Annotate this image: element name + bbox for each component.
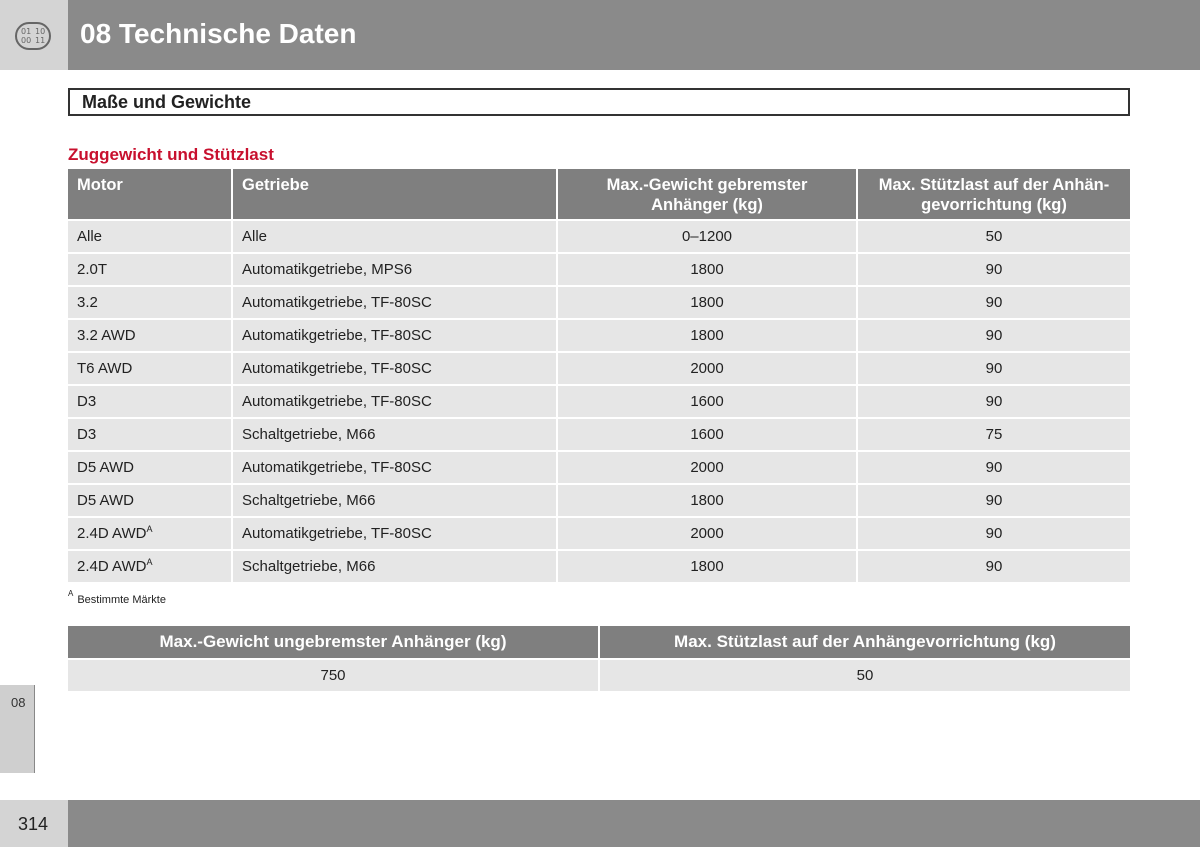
icon-digit: 01	[21, 27, 32, 36]
header-tab	[0, 0, 68, 70]
cell-motor: T6 AWD	[68, 353, 231, 384]
cell-braked-weight: 0–1200	[558, 221, 856, 252]
header-support-load	[858, 169, 1130, 219]
table-header-row	[68, 169, 1130, 219]
cell-motor: 3.2 AWD	[68, 320, 231, 351]
cell-motor: 2.4D $AWD^A$	[68, 518, 231, 549]
footer-bar	[0, 800, 1200, 847]
table-row	[68, 660, 1130, 691]
table-row	[68, 452, 1130, 483]
cell-support-load: 90	[858, 551, 1130, 582]
unbraked-weight-table	[66, 624, 1132, 693]
cell-unbraked-weight: 750	[68, 660, 598, 691]
footnote-marker: A	[146, 557, 153, 567]
cell-motor: 2.4D $AWD^A$	[68, 551, 231, 582]
chapter-overview-icon	[15, 22, 51, 50]
subheading: Zuggewicht und Stützlast	[68, 145, 274, 164]
chapter-title: 08 Technische Daten	[80, 18, 357, 49]
section-title-box	[68, 88, 1130, 116]
cell-getriebe: Schaltgetriebe, M66	[233, 419, 556, 450]
header-getriebe: Getriebe	[233, 169, 556, 219]
footnote-marker: A	[146, 524, 153, 534]
towing-weight-table	[66, 167, 1132, 584]
footnote-text: Bestimmte Märkte	[77, 594, 166, 606]
cell-getriebe: Automatikgetriebe, TF-80SC	[233, 353, 556, 384]
cell-support-load: 90	[858, 320, 1130, 351]
table-row	[68, 386, 1130, 417]
cell-support-load: 50	[858, 221, 1130, 252]
cell-braked-weight: 1600	[558, 419, 856, 450]
page-number: 314	[18, 814, 49, 834]
table-row	[68, 287, 1130, 318]
table-row	[68, 485, 1130, 516]
cell-motor: D5 AWD	[68, 485, 231, 516]
section-title: Maße und Gewichte	[82, 92, 252, 112]
cell-getriebe: Automatikgetriebe, TF-80SC	[233, 518, 556, 549]
icon-digit: 10	[35, 27, 46, 36]
cell-braked-weight: 1800	[558, 485, 856, 516]
table-header-row	[68, 626, 1130, 658]
cell-motor: D3	[68, 419, 231, 450]
cell-support-load: 90	[858, 287, 1130, 318]
cell-support-load: 90	[858, 386, 1130, 417]
side-tab-label: 08	[11, 695, 26, 710]
header-support-load: Max. Stützlast auf der Anhängevorrichtung (kg)	[600, 626, 1130, 658]
cell-motor: D5 AWD	[68, 452, 231, 483]
table-row	[68, 353, 1130, 384]
table-row	[68, 320, 1130, 351]
header-line: Max.-Gewicht gebremster	[606, 176, 808, 194]
cell-support-load: 75	[858, 419, 1130, 450]
cell-getriebe: Automatikgetriebe, MPS6	[233, 254, 556, 285]
table-row	[68, 254, 1130, 285]
cell-motor: D3	[68, 386, 231, 417]
cell-support-load: 90	[858, 452, 1130, 483]
table-row	[68, 551, 1130, 582]
cell-braked-weight: 1800	[558, 254, 856, 285]
cell-support-load: 90	[858, 485, 1130, 516]
footnote-marker: A	[68, 589, 74, 598]
cell-braked-weight: 2000	[558, 518, 856, 549]
cell-support-load: 50	[600, 660, 1130, 691]
cell-getriebe: Automatikgetriebe, TF-80SC	[233, 386, 556, 417]
cell-braked-weight: 2000	[558, 452, 856, 483]
cell-support-load: 90	[858, 353, 1130, 384]
chapter-side-tab	[0, 685, 35, 773]
header-braked-weight	[558, 169, 856, 219]
cell-support-load: 90	[858, 254, 1130, 285]
table-row	[68, 518, 1130, 549]
cell-braked-weight: 2000	[558, 353, 856, 384]
cell-braked-weight: 1800	[558, 551, 856, 582]
cell-getriebe: Schaltgetriebe, M66	[233, 485, 556, 516]
header-line: Anhänger (kg)	[651, 196, 763, 214]
cell-motor: 2.0T	[68, 254, 231, 285]
cell-braked-weight: 1800	[558, 287, 856, 318]
footnote	[68, 589, 166, 606]
cell-getriebe: Schaltgetriebe, M66	[233, 551, 556, 582]
cell-motor: 3.2	[68, 287, 231, 318]
header-unbraked-weight: Max.-Gewicht ungebremster Anhänger (kg)	[68, 626, 598, 658]
header-line: Max. Stützlast auf der Anhän-	[878, 176, 1110, 194]
cell-getriebe: Automatikgetriebe, TF-80SC	[233, 287, 556, 318]
icon-digit: 00	[21, 36, 32, 45]
cell-getriebe: Automatikgetriebe, TF-80SC	[233, 452, 556, 483]
table-row	[68, 419, 1130, 450]
cell-getriebe: Alle	[233, 221, 556, 252]
cell-getriebe: Automatikgetriebe, TF-80SC	[233, 320, 556, 351]
cell-braked-weight: 1600	[558, 386, 856, 417]
header-line: gevorrichtung (kg)	[921, 196, 1067, 214]
table-row	[68, 221, 1130, 252]
icon-digit: 11	[35, 36, 46, 45]
cell-motor: Alle	[68, 221, 231, 252]
cell-braked-weight: 1800	[558, 320, 856, 351]
cell-support-load: 90	[858, 518, 1130, 549]
header-motor: Motor	[68, 169, 231, 219]
